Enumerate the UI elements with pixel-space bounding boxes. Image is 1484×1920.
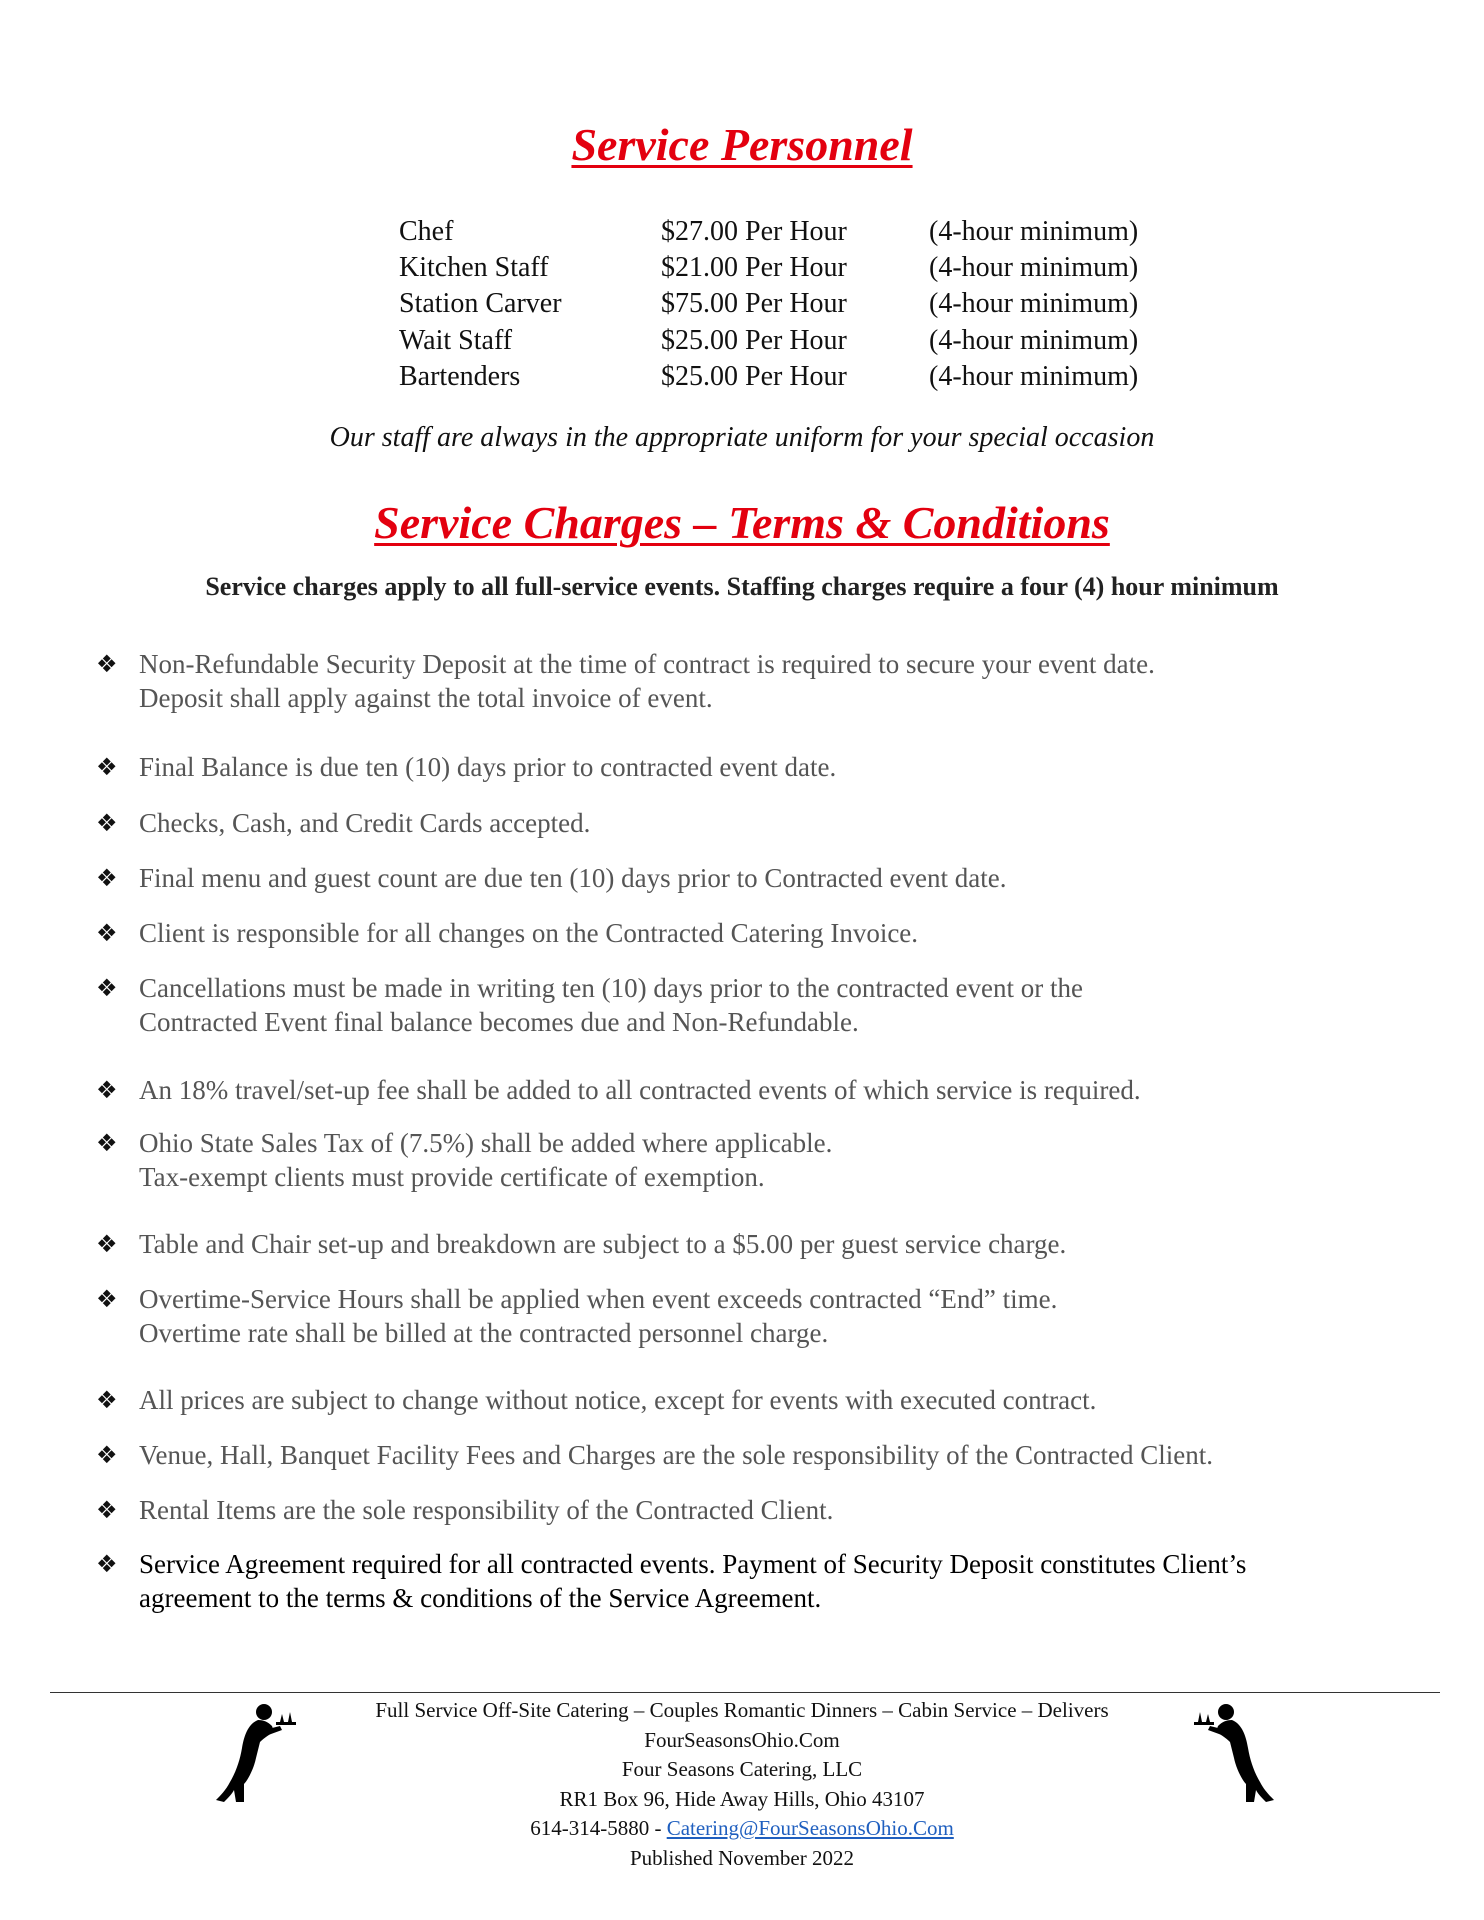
footer-published: Published November 2022 [630,1845,854,1870]
term-line: Cancellations must be made in writing ten (10) days prior to the contracted event or the [139,973,1083,1003]
service-personnel-title: Service Personnel [571,119,913,170]
rate-cell: $25.00 Per Hour [661,324,847,356]
term-line: Overtime rate shall be billed at the contracted personnel charge. [139,1318,829,1348]
minimum-cell: (4-hour minimum) [929,360,1139,392]
diamond-bullet-icon: ❖ [96,1076,118,1104]
diamond-bullet-icon: ❖ [96,974,118,1002]
footer-company: Four Seasons Catering, LLC [621,1757,863,1781]
footer-divider [50,1692,1440,1693]
footer [0,1696,1484,1873]
uniform-note: Our staff are always in the appropriate uniform for your special occasion [329,422,1155,453]
term-line: An 18% travel/set-up fee shall be added to all contracted events of which service is required. [139,1075,1141,1105]
footer-phone: 614-314-5880 [530,1816,650,1840]
service-charges-title: Service Charges – Terms & Conditions [374,497,1110,548]
minimum-cell: (4-hour minimum) [929,216,1139,248]
term-line: Contracted Event final balance becomes due and Non-Refundable. [139,1007,859,1037]
rate-cell: $75.00 Per Hour [661,288,847,320]
diamond-bullet-icon: ❖ [96,1285,118,1313]
diamond-bullet-icon: ❖ [96,1386,118,1414]
minimum-cell: (4-hour minimum) [929,324,1139,356]
term-line: Overtime-Service Hours shall be applied when event exceeds contracted “End” time. [139,1284,1058,1314]
term-line: Ohio State Sales Tax of (7.5%) shall be added where applicable. [139,1128,833,1158]
table-row [399,323,1138,359]
diamond-bullet-icon: ❖ [96,1441,118,1469]
personnel-rate-table [399,214,1138,395]
term-line: Deposit shall apply against the total invoice of event. [139,683,713,713]
table-row [399,359,1138,395]
rate-cell: $21.00 Per Hour [661,252,847,284]
rate-cell: $25.00 Per Hour [661,360,847,392]
diamond-bullet-icon: ❖ [96,864,118,892]
table-row [399,214,1138,250]
diamond-bullet-icon: ❖ [96,1550,118,1578]
term-line: Table and Chair set-up and breakdown are subject to a $5.00 per guest service charge. [139,1229,1067,1259]
term-line: Rental Items are the sole responsibility of the Contracted Client. [139,1495,834,1525]
term-line: Client is responsible for all changes on the Contracted Catering Invoice. [139,918,919,948]
term-line: Non-Refundable Security Deposit at the time of contract is required to secure your event date. [139,649,1155,679]
diamond-bullet-icon: ❖ [96,1230,118,1258]
minimum-cell: (4-hour minimum) [929,288,1139,320]
term-line: Venue, Hall, Banquet Facility Fees and Charges are the sole responsibility of the Contracted Client. [139,1440,1214,1470]
footer-address: RR1 Box 96, Hide Away Hills, Ohio 43107 [559,1786,925,1811]
term-line: Tax-exempt clients must provide certificate of exemption. [139,1162,765,1192]
diamond-bullet-icon: ❖ [96,809,118,837]
diamond-bullet-icon: ❖ [96,1129,118,1157]
footer-website: FourSeasonsOhio.Com [644,1727,840,1752]
diamond-bullet-icon: ❖ [96,753,118,781]
term-line: Final menu and guest count are due ten (10) days prior to Contracted event date. [139,863,1007,893]
minimum-cell: (4-hour minimum) [929,252,1139,284]
diamond-bullet-icon: ❖ [96,919,118,947]
term-line: Checks, Cash, and Credit Cards accepted. [139,808,591,838]
diamond-bullet-icon: ❖ [96,650,118,678]
service-charges-subtitle: Service charges apply to all full-service events. Staffing charges require a four (4) hour minimum [205,572,1279,601]
term-line: Final Balance is due ten (10) days prior to contracted event date. [139,752,837,782]
role-cell: Station Carver [399,288,562,320]
footer-services: Full Service Off-Site Catering – Couples Romantic Dinners – Cabin Service – Delivers [375,1698,1109,1722]
footer-separator: - [649,1816,667,1840]
term-line: All prices are subject to change without notice, except for events with executed contract. [139,1385,1097,1415]
term-line: Service Agreement required for all contracted events. Payment of Security Deposit constitutes Client’s [139,1549,1247,1579]
table-row [399,286,1138,322]
table-row [399,250,1138,286]
term-line: agreement to the terms & conditions of the Service Agreement. [139,1583,822,1613]
footer-email-link[interactable]: Catering@FourSeasonsOhio.Com [666,1816,954,1840]
role-cell: Bartenders [399,360,521,392]
rate-cell: $27.00 Per Hour [661,216,847,248]
role-cell: Wait Staff [399,324,513,356]
footer-contact [0,1814,1484,1844]
role-cell: Kitchen Staff [399,252,549,284]
role-cell: Chef [399,216,454,248]
diamond-bullet-icon: ❖ [96,1496,118,1524]
